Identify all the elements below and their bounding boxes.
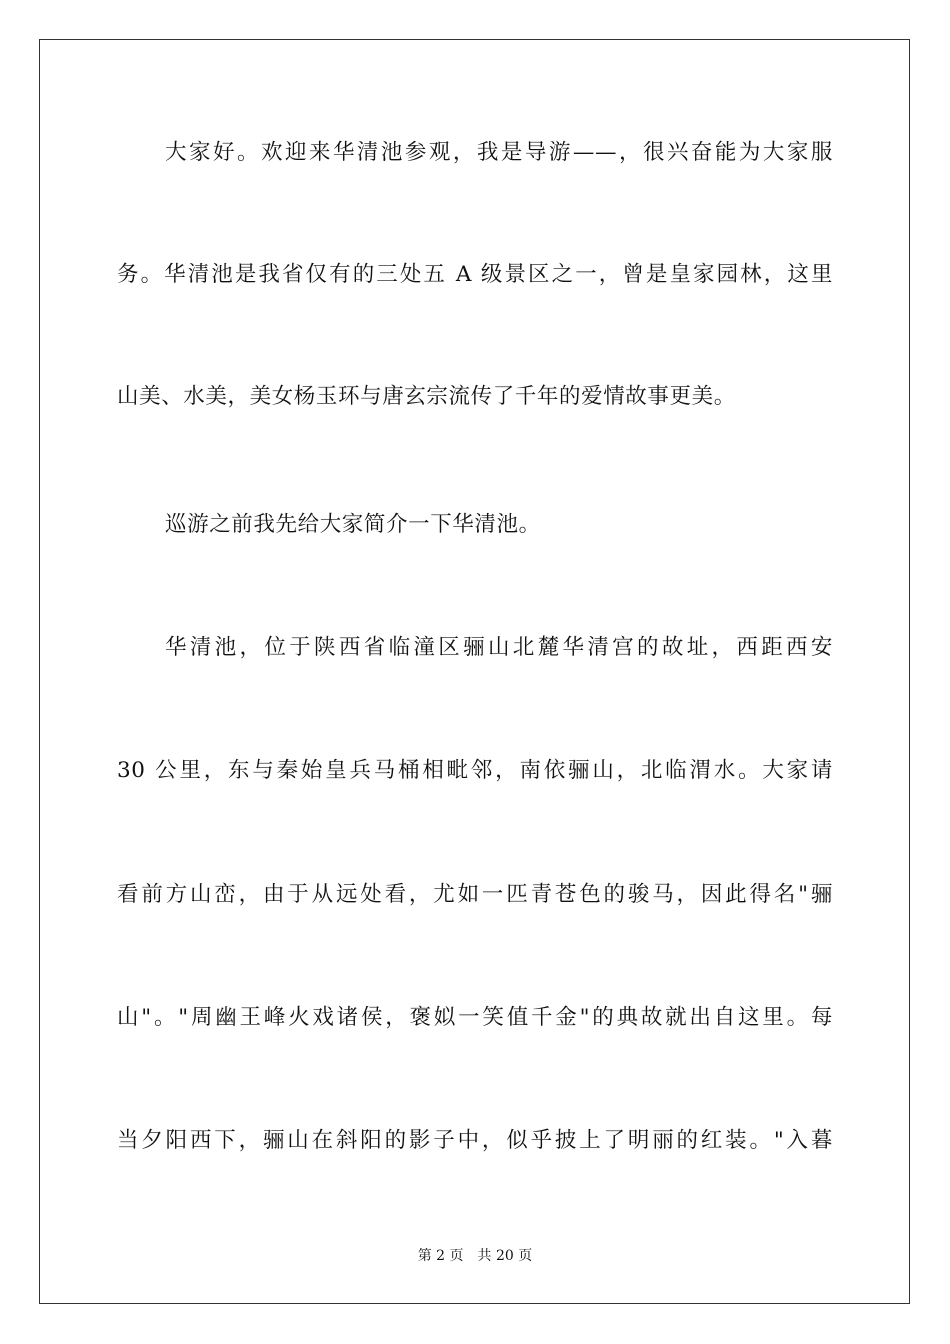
page-total: 共 20 页 <box>477 1248 533 1264</box>
page-number: 第 2 页 <box>417 1248 464 1264</box>
paragraph-3-line-2: 30 公里，东与秦始皇兵马桶相毗邻，南依骊山，北临渭水。大家请 <box>117 758 833 783</box>
paragraph-3-line-5: 当夕阳西下，骊山在斜阳的影子中，似乎披上了明丽的红装。"入暮 <box>117 1128 833 1153</box>
page-footer <box>0 1246 950 1266</box>
paragraph-1-line-2: 务。华清池是我省仅有的三处五 A 级景区之一，曾是皇家园林，这里 <box>117 262 833 287</box>
paragraph-3-line-3: 看前方山峦，由于从远处看，尤如一匹青苍色的骏马，因此得名"骊 <box>117 882 833 907</box>
paragraph-1-line-3: 山美、水美，美女杨玉环与唐玄宗流传了千年的爱情故事更美。 <box>117 384 736 409</box>
paragraph-3-line-1: 华清池，位于陕西省临潼区骊山北麓华清宫的故址，西距西安 <box>165 635 833 660</box>
paragraph-2-line-1: 巡游之前我先给大家简介一下华清池。 <box>165 512 541 537</box>
page-border <box>39 39 910 1304</box>
paragraph-3-line-4: 山"。"周幽王峰火戏诸侯，褒姒一笑值千金"的典故就出自这里。每 <box>117 1005 833 1030</box>
paragraph-1-line-1: 大家好。欢迎来华清池参观，我是导游——，很兴奋能为大家服 <box>165 140 833 165</box>
